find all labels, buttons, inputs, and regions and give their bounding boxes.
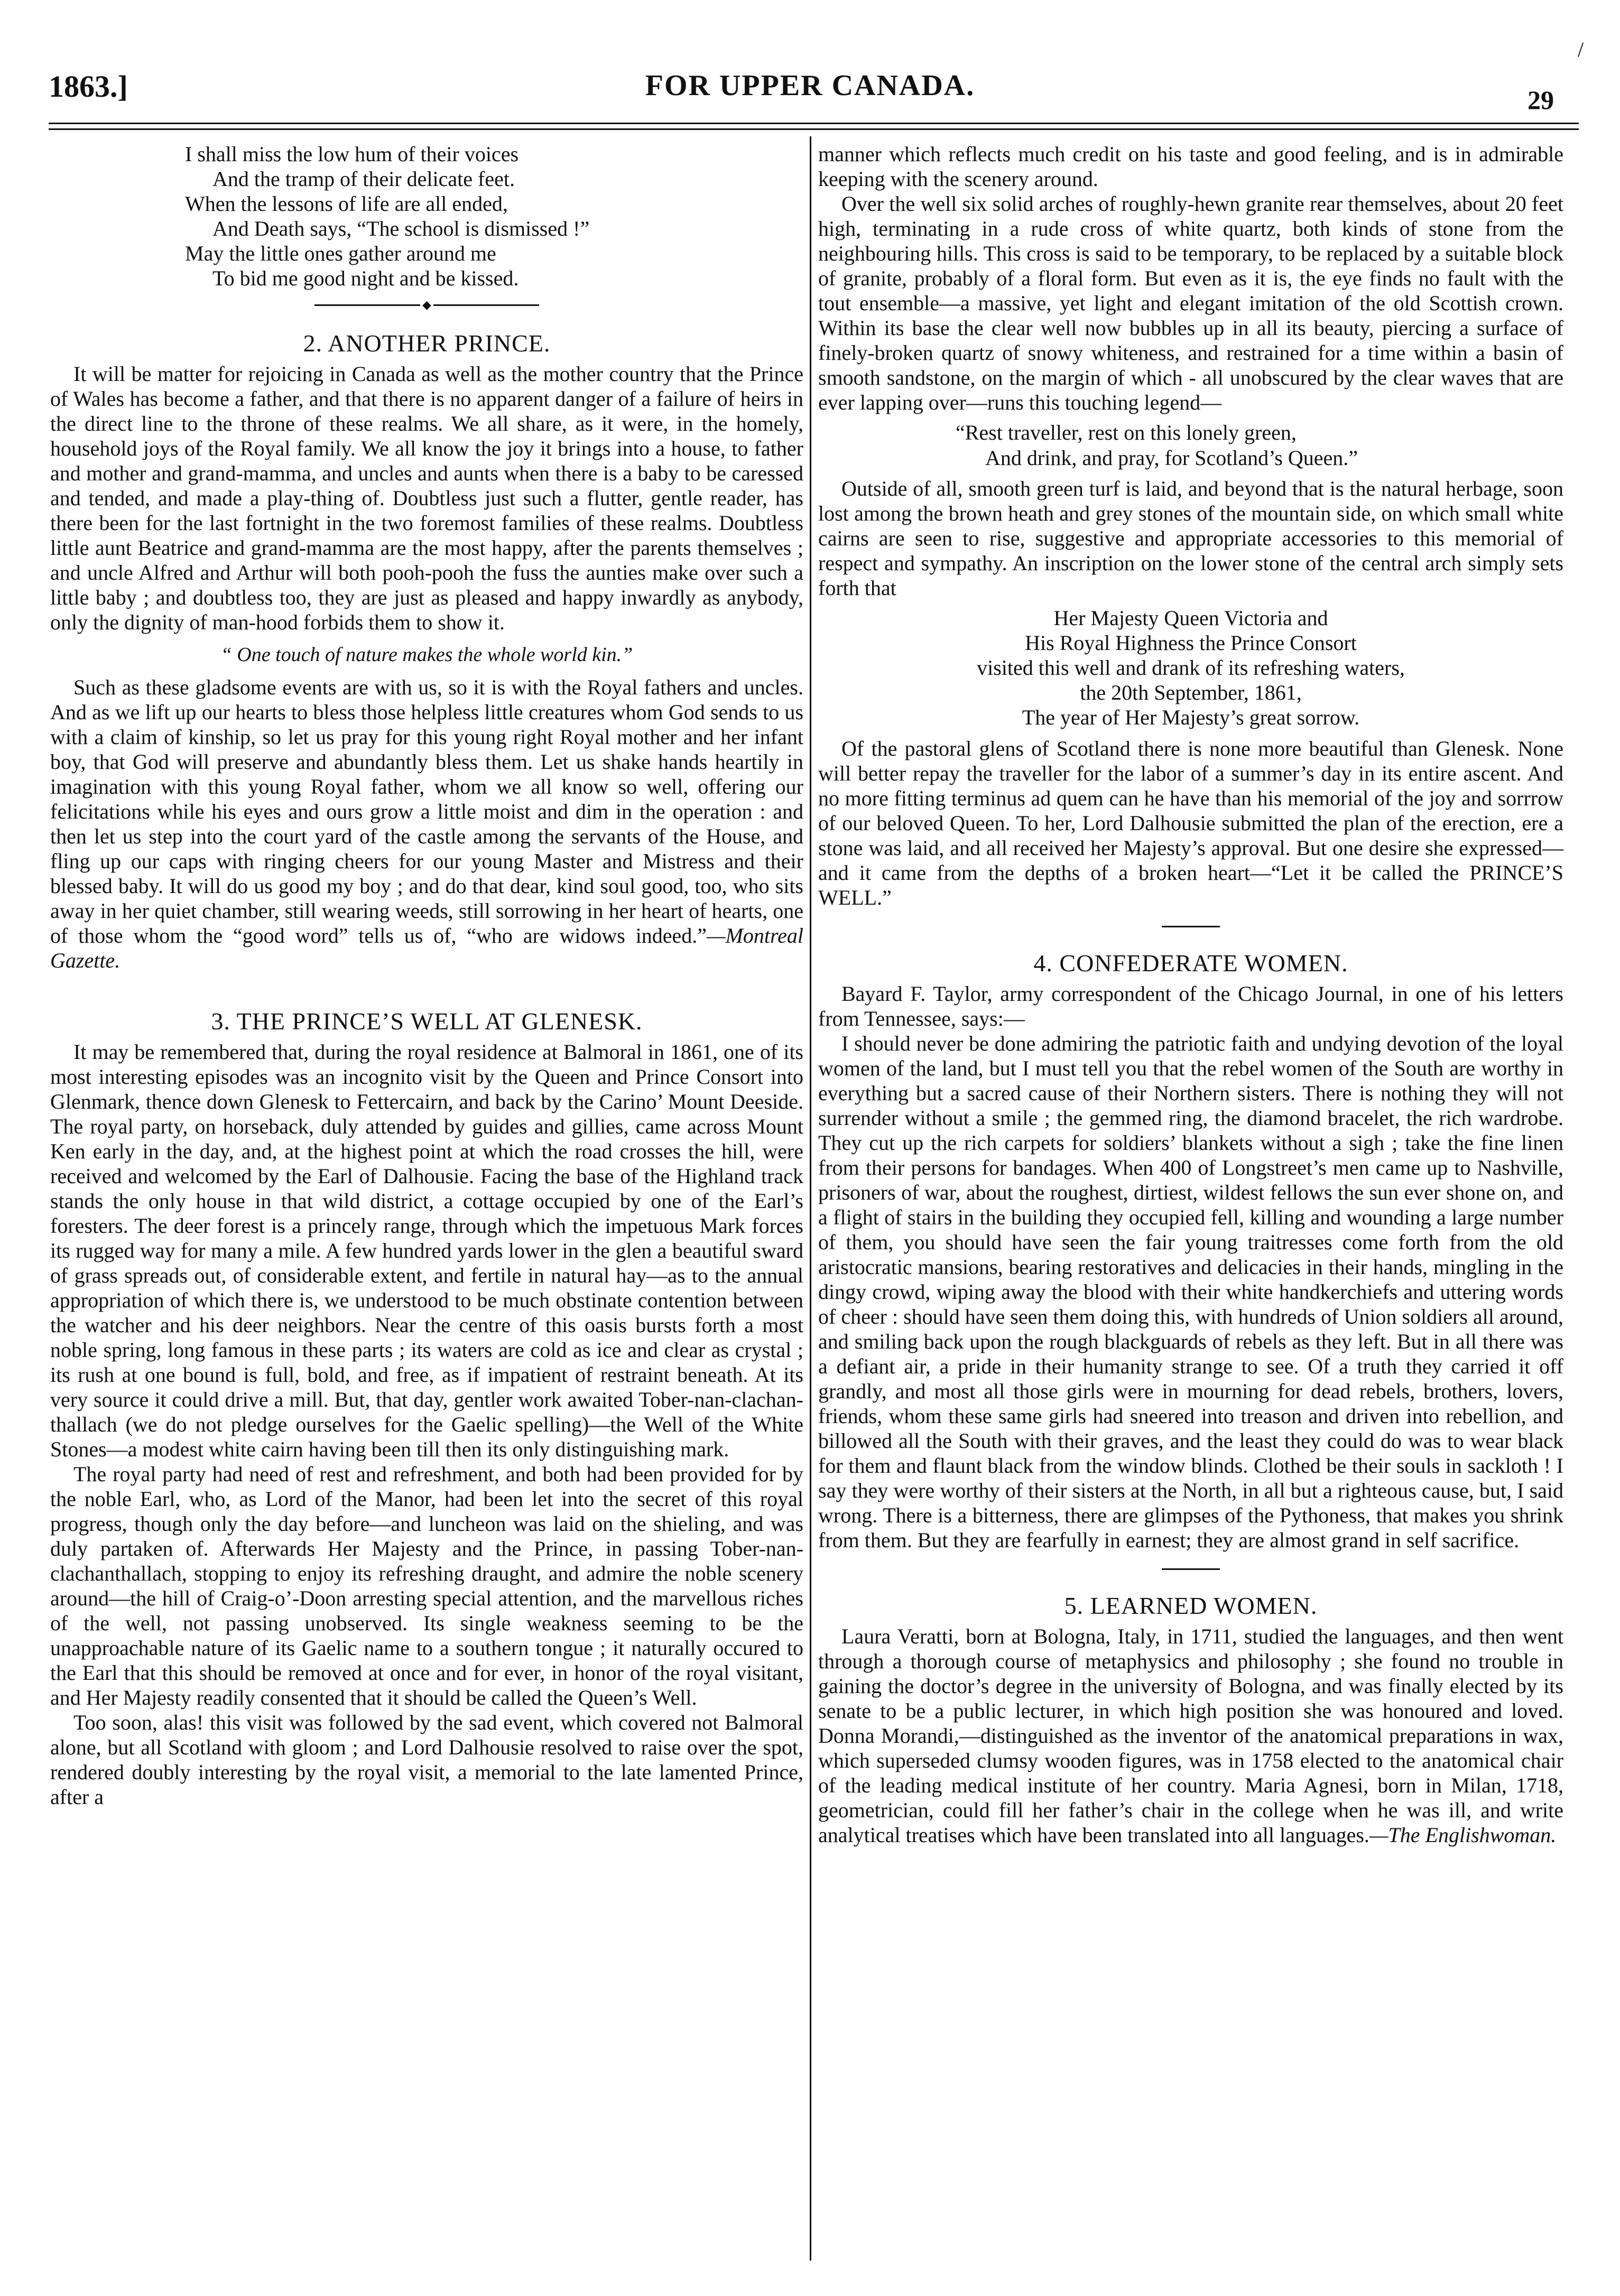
inscription-line: His Royal Highness the Prince Consort xyxy=(1025,631,1357,655)
inscription-line: visited this well and drank of its refreshing waters, xyxy=(977,656,1405,680)
paragraph: Of the pastoral glens of Scotland there is none more beautiful than Glenesk. None will better repay the traveller for the labor of a summer’s day in its entire ascent. And no more fitting terminus ad quem can he have than his memorial of the joy and sorrrow of our beloved Queen. To her, Lord Dalhousie submitted the plan of the erection, ere a stone was laid, and all received her Majesty’s approval. But one desire she expressed—and it came from the depths of a broken heart—“Let it be called the PRINCE’S WELL.” xyxy=(818,737,1563,909)
paragraph xyxy=(818,1624,1563,1847)
section-divider xyxy=(1162,1568,1220,1570)
paragraph: Outside of all, smooth green turf is laid, and beyond that is the natural herbage, soon lost among the brown heath and grey stones of the mountain side, on which small white cairns are seen to rise, suggestive and appropriate accessories to this memorial of respect and sympathy. An inscription on the lower stone of the central arch simply sets forth that xyxy=(818,477,1563,600)
paragraph: It will be matter for rejoicing in Canada as well as the mother country that the Prince of Wales has become a father, and that there is no apparent danger of a failure of heirs in the direct line to the throne of these realms. We all share, as it were, in the homely, household joys of the Royal family. We all know the joy it brings into a house, to father and mother and grand-mamma, and uncles and aunts when there is a baby to be caressed and tended, and made a play-thing of. Doubtless just such a flutter, gentle reader, has there been for the last fortnight in the two foremost families of these realms. Doubtless little aunt Beatrice and grand-mamma are the most happy, after the parents themselves ; and uncle Alfred and Arthur will both pooh-pooh the fuss the aunties make over such a little baby ; and doubtless too, they are just as pleased and happy inwardly as anybody, only the dignity of man-hood forbids them to show it. xyxy=(50,362,803,634)
paragraph-text: Such as these gladsome events are with us, so it is with the Royal fathers and uncles. And as we lift up our hearts to bless those helpless little creatures whom God sends to us with a claim of kinship, so let us pray for this young right Royal mother and her infant boy, that God will preserve and abundantly bless them. Let us shake hands heartily in imagination with this young Royal father, whom we all know so well, offering our felicitations while his eyes and ours grow a little moist and dim in the operation : and then let us step into the court yard of the castle among the servants of the House, and fling up our caps with ringing cheers for our young Master and Mistress and their blessed baby. It will do us good my boy ; and do that dear, kind soul good, too, who sits away in her quiet chamber, still wearing weeds, still sorrowing in her heart of hearts, one of those whom the “good word” tells us of, “who are widows indeed.” xyxy=(50,675,803,947)
header-year: 1863.] xyxy=(49,69,128,104)
legend-verse xyxy=(956,420,1563,471)
page-header xyxy=(0,0,1620,127)
inscription-line: The year of Her Majesty’s great sorrow. xyxy=(1022,705,1360,729)
poem-line: And the tramp of their delicate feet. xyxy=(212,167,515,191)
paragraph xyxy=(50,675,803,973)
section-heading-learned-women: 5. LEARNED WOMEN. xyxy=(1064,1592,1318,1619)
corner-mark: / xyxy=(1578,38,1584,61)
paragraph: Bayard F. Taylor, army correspondent of the Chicago Journal, in one of his letters from Tennessee, says:— xyxy=(818,982,1563,1030)
inscription-line: the 20th September, 1861, xyxy=(1080,681,1302,704)
quotation: “ One touch of nature makes the whole world kin.” xyxy=(220,644,633,666)
running-title: FOR UPPER CANADA. xyxy=(645,69,975,102)
header-rule-top xyxy=(49,123,1579,124)
source-citation: —The Englishwoman. xyxy=(1369,1823,1557,1847)
section-heading-princes-well: 3. THE PRINCE’S WELL AT GLENESK. xyxy=(211,1008,643,1035)
right-column xyxy=(818,142,1563,1847)
section-heading-another-prince: 2. ANOTHER PRINCE. xyxy=(303,330,551,357)
column-divider xyxy=(810,136,811,2261)
source-citation: —Montreal Gazette. xyxy=(50,924,803,972)
poem-line: I shall miss the low hum of their voices xyxy=(185,142,519,166)
paragraph: manner which reflects much credit on his taste and good feeling, and is in admirable keeping with the scenery around. xyxy=(818,142,1563,191)
paragraph: Too soon, alas! this visit was followed by the sad event, which covered not Balmoral alone, but all Scotland with gloom ; and Lord Dalhousie resolved to raise over the spot, rendered doubly interesting by the royal visit, a memorial to the late lamented Prince, after a xyxy=(50,1711,803,1809)
inscription xyxy=(818,606,1563,730)
paragraph: The royal party had need of rest and refreshment, and both had been provided for by the noble Earl, who, as Lord of the Manor, had been let into the secret of this royal progress, though only the day before—and luncheon was laid on the shieling, and was duly partaken of. Afterwards Her Majesty and the Prince, in passing Tober-nan-clachanthallach, stopping to enjoy its refreshing draught, and admire the noble scenery around—the hill of Craig-o’-Doon arresting special attention, and the marvellous riches of the well, not passing unobserved. Its single weakness seeming to be the unapproachable nature of its Gaelic name to a southern tongue ; it naturally occured to the Earl that this should be removed at once and for ever, in honor of the royal visitant, and Her Majesty readily consented that it should be called the Queen’s Well. xyxy=(50,1462,803,1709)
paragraph: I should never be done admiring the patriotic faith and undying devotion of the loyal women of the land, but I must tell you that the rebel women of the South are worthy in everything but a sacred cause of their Northern sisters. There is nothing they will not surrender without a smile ; the gemmed ring, the diamond bracelet, the rich wardrobe. They cut up the rich carpets for soldiers’ blankets without a sigh ; take the fine linen from their persons for bandages. When 400 of Longstreet’s men came up to Nashville, prisoners of war, about the roughest, dirtiest, wildest fellows the sun ever shone on, and a flight of stairs in the building they occupied fell, killing and wounding a large number of them, you should have seen the fair young traitresses come forth from the old aristocratic mansions, bearing restoratives and delicacies in their hands, mingling in the dingy crowd, wiping away the blood with their white handkerchiefs and uttering words of cheer : should have seen them doing this, with hundreds of Union soldiers all around, and smiling back upon the rough blackguards of rebels as they left. But in all there was a defiant air, a pride in their humanity strange to see. Of a truth they carried it off grandly, and most all those girls were in mourning for dead rebels, brothers, lovers, friends, whom these same girls had sneered into treason and driven into rebellion, and billowed all the South with their graves, and the least they could do was to wear black for them and flaunt black from the window blinds. Clothed be their souls in sackloth ! I say they were worthy of their sisters at the North, in all but a righteous cause, but, I said wrong. There is a bitterness, there are glimpses of the Pythoness, that makes you shrink from them. But they are fearfully in earnest; they are almost grand in self sacrifice. xyxy=(818,1031,1563,1552)
header-rule-bottom xyxy=(49,128,1579,130)
page-number: 29 xyxy=(1528,85,1554,115)
poem-line: May the little ones gather around me xyxy=(185,241,496,265)
section-heading-confederate-women: 4. CONFEDERATE WOMEN. xyxy=(1033,950,1348,977)
poem-line: When the lessons of life are all ended, xyxy=(185,192,508,216)
ornamental-divider: ◆ xyxy=(50,298,803,310)
poem-line: And Death says, “The school is dismissed !” xyxy=(212,217,590,240)
section-divider xyxy=(1162,926,1220,927)
paragraph: Over the well six solid arches of roughly-hewn granite rear themselves, about 20 feet high, terminating in a rude cross of white quartz, both kinds of stone from the neighbouring hills. This cross is said to be temporary, to be replaced by a suitable block of granite, probably of a floral form. But even as it is, the eye finds no fault with the tout ensemble—a massive, yet light and elegant imitation of the old Scottish crown. Within its base the clear well now bubbles up in all its beauty, piercing a surface of finely-broken quartz of snowy whiteness, and restrained for a time within a basin of smooth sandstone, on the margin of which - all unobscured by the clear waves that are ever lapping over—runs this touching legend— xyxy=(818,192,1563,414)
verse-line: “Rest traveller, rest on this lonely green, xyxy=(956,421,1297,444)
poem-line: To bid me good night and be kissed. xyxy=(212,266,519,290)
poem-stanza xyxy=(185,142,803,291)
paragraph: It may be remembered that, during the royal residence at Balmoral in 1861, one of its most interesting episodes was an incognito visit by the Queen and Prince Consort into Glenmark, thence down Glenesk to Fettercairn, and back by the Carino’ Mount Deeside. The royal party, on horseback, duly attended by guides and gillies, came across Mount Ken early in the day, and, at the highest point at which the road crosses the hill, were received and welcomed by the Earl of Dalhousie. Facing the base of the Highland track stands the only house in that wild district, a cottage occupied by one of the Earl’s foresters. The deer forest is a princely range, through which the impetuous Mark forces its rugged way for many a mile. A few hundred yards lower in the glen a beautiful sward of grass spreads out, of considerable extent, and fertile in natural hay—as to the annual appropriation of which there is, we understood to be much obstinate contention between the watcher and his deer neighbors. Near the centre of this oasis bursts forth a most noble spring, long famous in these parts ; its waters are cold as ice and clear as crystal ; its rush at one bound is full, bold, and free, as if impatient of restraint beneath. At its very source it could drive a mill. But, that day, gentler work awaited Tober-nan-clachan-thallach (we do not pledge ourselves for the Gaelic spelling)—the Well of the White Stones—a modest white cairn having been till then its only distinguishing mark. xyxy=(50,1040,803,1461)
verse-line: And drink, and pray, for Scotland’s Queen.” xyxy=(985,446,1358,470)
inscription-line: Her Majesty Queen Victoria and xyxy=(1053,606,1328,630)
left-column xyxy=(50,142,803,1809)
paragraph-text: Laura Veratti, born at Bologna, Italy, in 1711, studied the languages, and then went through a thorough course of metaphysics and philosophy ; she found no trouble in gaining the doctor’s degree in the university of Bologna, and was finally elected by its senate to be a public lecturer, in which high position she was honoured and loved. Donna Morandi,—distinguished as the inventor of the anatomical preparations in wax, which superseded clumsy wooden figures, was in 1758 elected to the anatomical chair of the leading medical institute of her country. Maria Agnesi, born in Milan, 1718, geometrician, could fill her father’s chair in the college when he was ill, and write analytical treatises which have been translated into all languages. xyxy=(818,1624,1563,1847)
